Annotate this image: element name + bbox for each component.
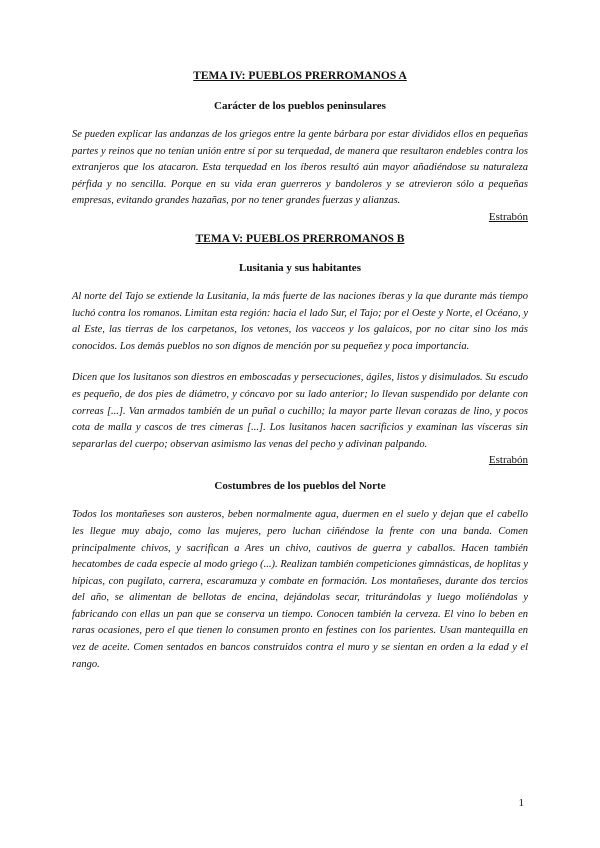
section4-source: Estrabón — [488, 210, 528, 223]
lusitania-subtitle: Lusitania y sus habitantes — [239, 261, 361, 274]
page-number: 1 — [518, 797, 524, 809]
section4-title: TEMA IV: PUEBLOS PRERROMANOS A — [193, 70, 407, 82]
section5-title: TEMA V: PUEBLOS PRERROMANOS B — [195, 232, 405, 245]
north-customs-paragraph: Todos los montañeses son austeros, beben normalmente agua, duermen en el suelo y dejan que el cabello les llegue muy abajo, como las mujeres, pero luchan ciñéndose la frente con una banda. Comen principalmente chivos, y sacrifican a Ares un chivo, cautivos de guerra y caballos. Hacen también hecatombes de cada especie al modo griego (...). Realizan también competiciones gimnásticas, de hoplitas y hípicas, con pugilato, carrera, escaramuza y combate en formación. Los montañeses, durante dos tercios del año, se alimentan de bellotas de encina, dejándolas secar, triturándolas y luego moliéndolas y fabricando con ellas un pan que se conserva un tiempo. Conocen también la cerveza. El vino lo beben en raras ocasiones, pero el que tienen lo consumen pronto en festines con los parientes. Usan mantequilla en vez de aceite. Comen sentados en bancos construidos contra el muro y se sientan en orden a la edad y el rango. — [72, 509, 528, 670]
lusitania-paragraph-1: Al norte del Tajo se extiende la Lusitania, la más fuerte de las naciones íberas y la que durante más tiempo luchó contra los romanos. Limitan esta región: hacia el lado Sur, el Tajo; por el Oeste y Norte, el Océano, y al Este, las tierras de los carpetanos, los vetones, los vacceos y los galaicos, por no citar sino los más conocidos. Los demás pueblos no son dignos de mención por su pequeñez y poca importancia. — [72, 290, 528, 352]
document-page — [72, 70, 528, 673]
north-customs-subtitle: Costumbres de los pueblos del Norte — [214, 480, 386, 493]
section4-paragraph: Se pueden explicar las andanzas de los griegos entre la gente bárbara por estar divididos ellos en pequeñas partes y reinos que no tenían unión entre sí por su terquedad, de manera que resultaron endebles contra los extranjeros que los atacaron. Esta terquedad en los íberos resultó aún mayor añadiéndose su naturaleza pérfida y no sencilla. Porque en su vida eran guerreros y bandoleros y se atrevieron sólo a pequeñas empresas, evitando grandes hazañas, por no tener grandes fuerzas y alianzas. — [72, 129, 528, 207]
section4-subtitle: Carácter de los pueblos peninsulares — [214, 100, 386, 112]
lusitania-paragraph-2: Dicen que los lusitanos son diestros en emboscadas y persecuciones, ágiles, listos y disimulados. Su escudo es pequeño, de dos pies de diámetro, y cóncavo por su lado anterior; lo llevan suspendido por delante con correas [...]. Van armados también de un puñal o cuchillo; la mayor parte llevan corazas de lino, y pocos cota de malla y cascos de tres cimeras [...]. Los lusitanos hacen sacrificios y examinan las vísceras sin separarlas del cuerpo; observan asimismo las venas del pecho y adivinan palpando. — [72, 372, 528, 450]
section5-source: Estrabón — [488, 454, 528, 467]
